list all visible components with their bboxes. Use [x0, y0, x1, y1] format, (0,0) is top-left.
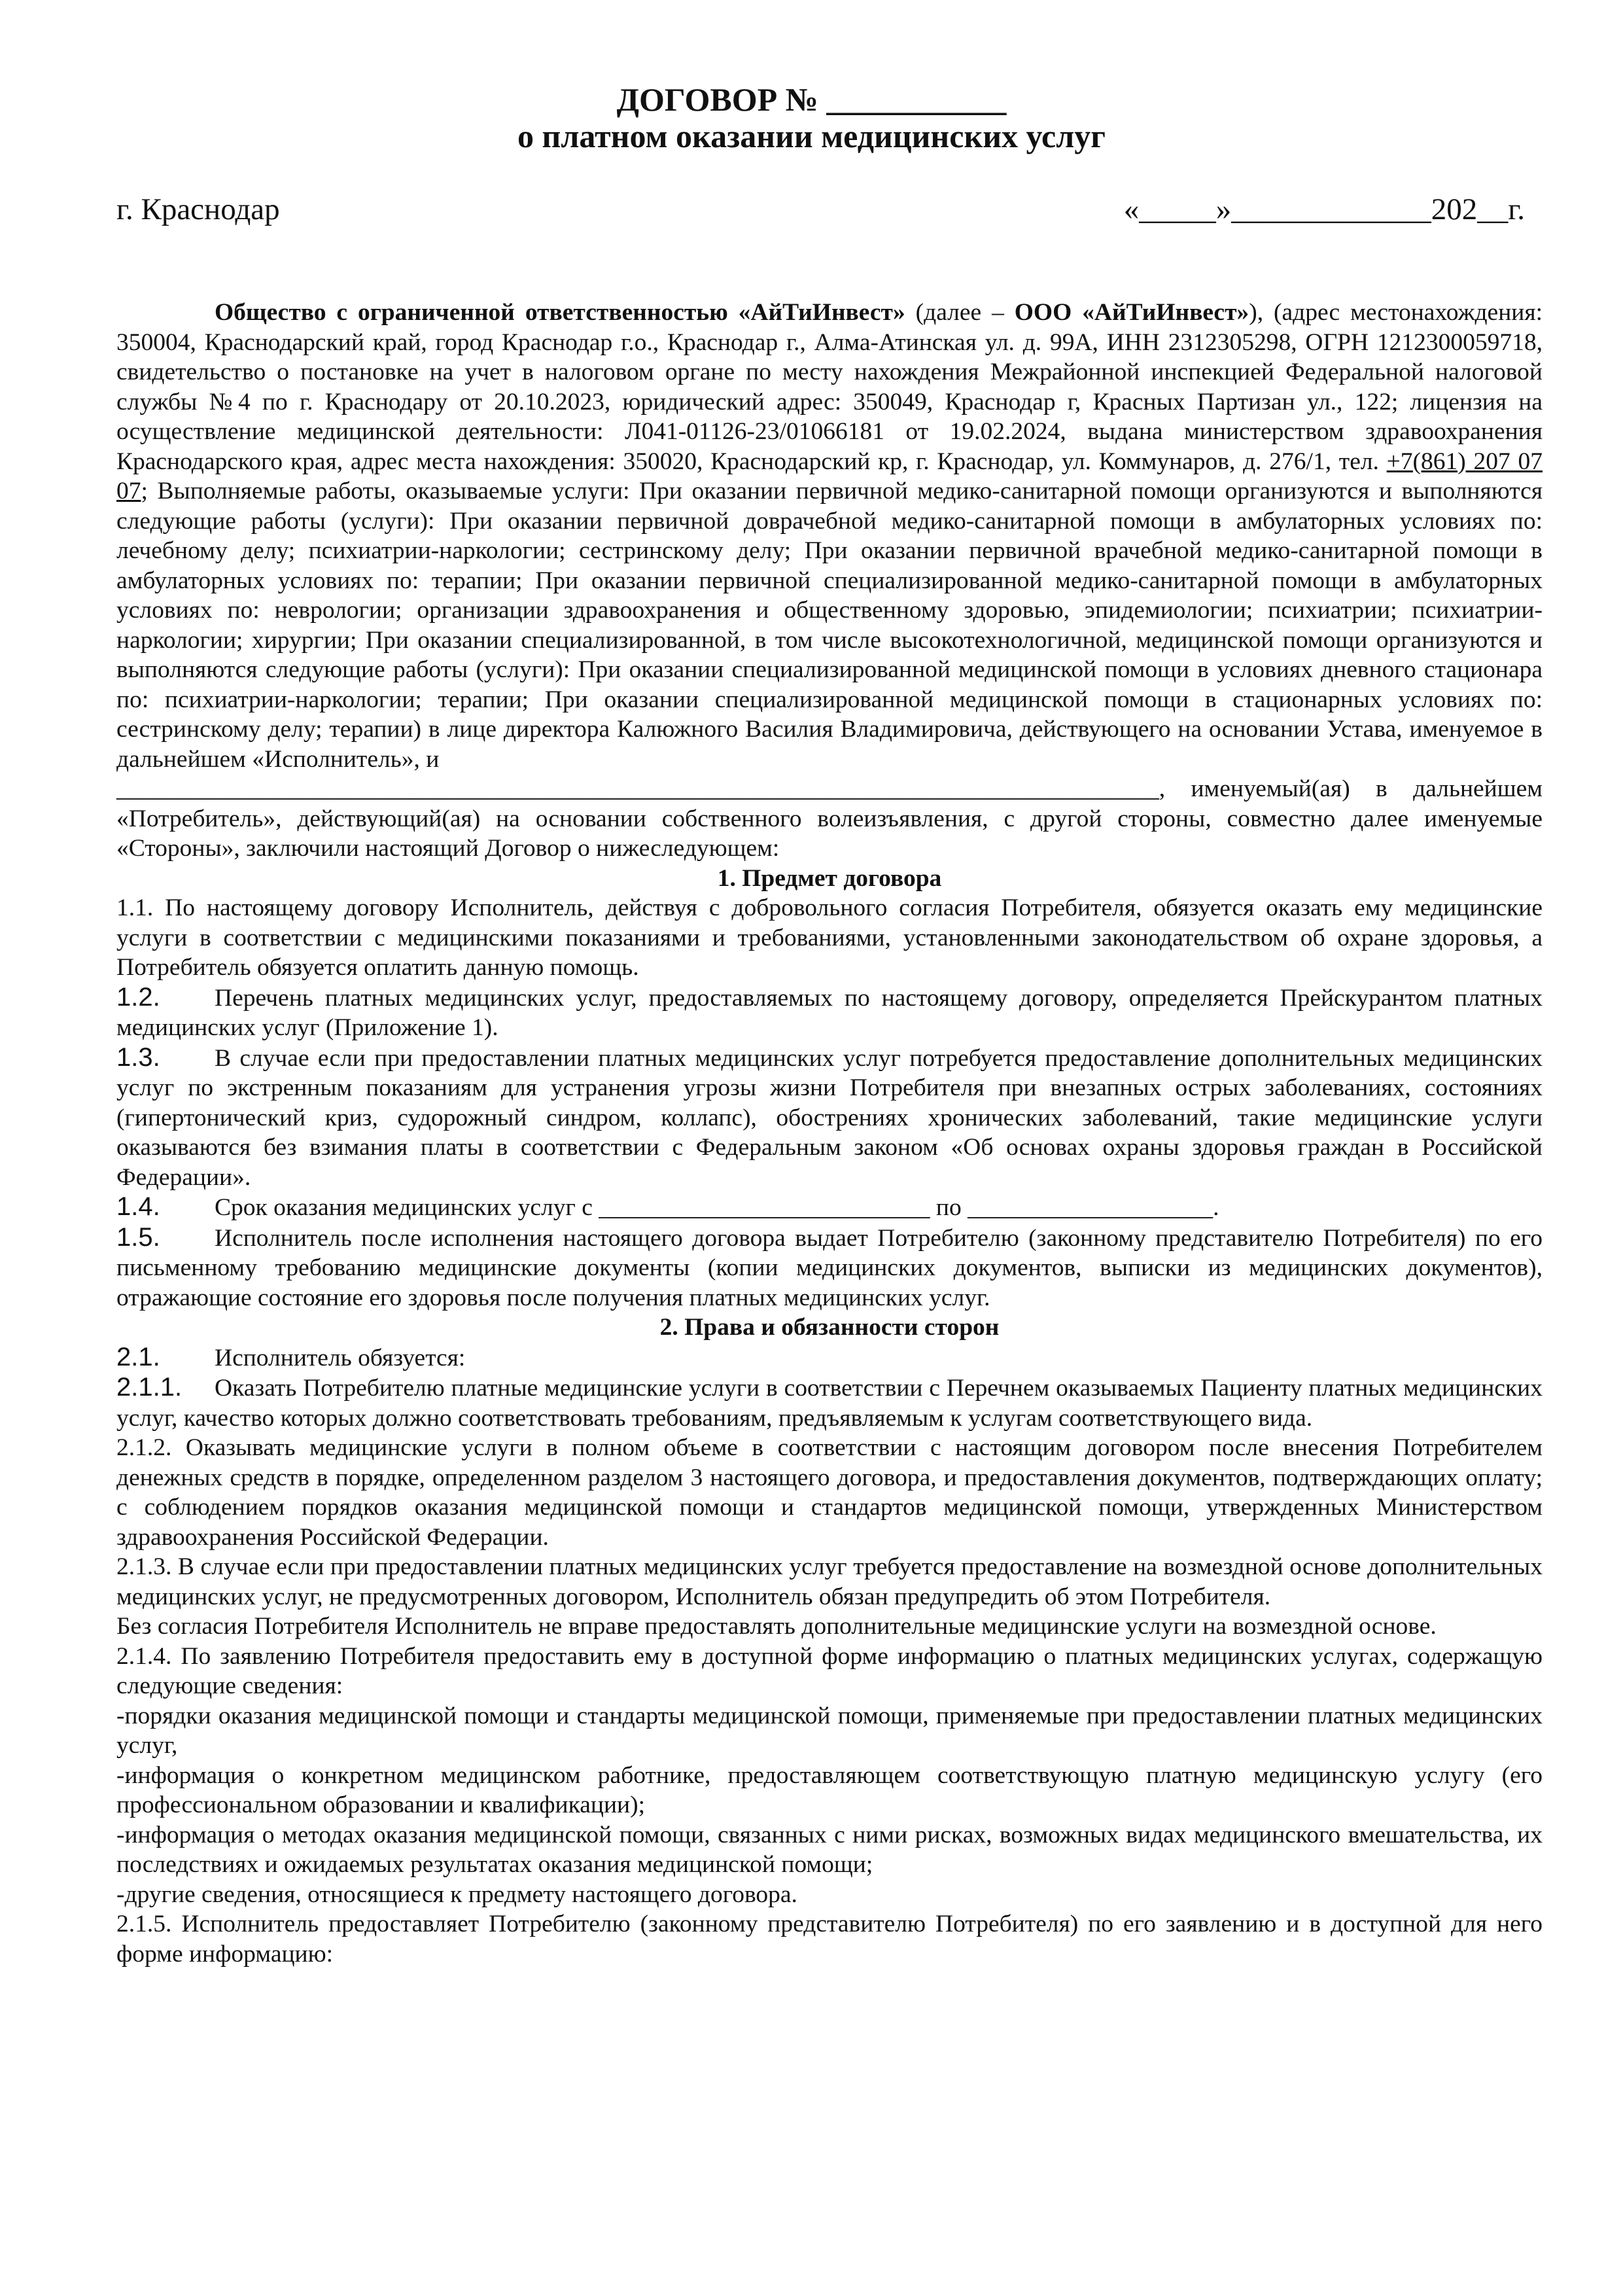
section-1-title: 1. Предмет договора: [717, 864, 942, 892]
intro-text-1: (далее –: [905, 299, 1015, 326]
bullet-item: -порядки оказания медицинской помощи и стандарты медицинской помощи, применяемые при предоставлении платных медицинских услуг,: [116, 1702, 1543, 1759]
bullet-item: -другие сведения, относящиеся к предмету настоящего договора.: [116, 1881, 797, 1908]
clause-1-2: [116, 983, 1543, 1043]
clause-2-1: [116, 1343, 1543, 1373]
clause-number: 1.5.: [116, 1222, 160, 1252]
consumer-paragraph: [116, 774, 1543, 864]
consumer-text: именуемый(ая) в дальнейшем «Потребитель», действующий(ая) на основании собственного волеизъявления, с другой стороны, совместно далее именуемые «Стороны», заключили настоящий Договор о нижеследующем:: [116, 775, 1543, 862]
clause-number: 1.4.: [116, 1192, 160, 1221]
company-name: Общество с ограниченной ответственностью «АйТиИнвест»: [215, 299, 905, 326]
contract-title: ДОГОВОР № ___________: [616, 81, 1007, 118]
clause-text: Исполнитель обязуется:: [215, 1344, 466, 1371]
clause-2-1-4: 2.1.4. По заявлению Потребителя предоставить ему в доступной форме информацию о платных медицинских услугах, содержащую следующие сведения:: [116, 1642, 1543, 1699]
section-2-title: 2. Права и обязанности сторон: [659, 1314, 1000, 1341]
clause-1-1: 1.1. По настоящему договору Исполнитель, действуя с добровольного согласия Потребителя, обязуется оказать ему медицинские услуги в соответствии с медицинскими показаниями и требованиями, установленными законодательством об охране здоровья, а Потребитель обязуется оплатить данную помощь.: [116, 894, 1543, 981]
clause-number: 2.1.: [116, 1342, 160, 1371]
clause-text: Исполнитель после исполнения настоящего договора выдает Потребителю (законному представителю Потребителя) по его письменному требованию медицинские документы (копии медицинских документов, выписки из медицинских документов), отражающие состояние его здоровья после получения платных медицинских услуг.: [116, 1224, 1543, 1311]
clause-2-1-1: [116, 1373, 1543, 1433]
clause-text: Перечень платных медицинских услуг, предоставляемых по настоящему договору, определяется Прейскурантом платных медицинских услуг (Приложение 1).: [116, 984, 1543, 1041]
bullet-item: -информация о конкретном медицинском работнике, предоставляющем соответствующую платную медицинскую услугу (его профессиональном образовании и квалификации);: [116, 1761, 1543, 1818]
phone-link[interactable]: +7(861) 207 07 07: [116, 448, 1543, 504]
contract-body: [116, 298, 1543, 1969]
clause-2-1-5: 2.1.5. Исполнитель предоставляет Потребителю (законному представителю Потребителя) по его заявлению и в доступной для него форме информацию:: [116, 1911, 1543, 1968]
clause-1-3: [116, 1043, 1543, 1193]
clause-number: 1.2.: [116, 982, 160, 1012]
company-short-name: ООО «АйТиИнвест»: [1014, 299, 1249, 326]
contract-date-field: «_____»_____________202__г.: [1123, 192, 1525, 226]
clause-2-1-2: 2.1.2. Оказывать медицинские услуги в полном объеме в соответствии с настоящим договором после внесения Потребителем денежных средств в порядке, определенном разделом 3 настоящего договора, и предоставления документов, подтверждающих оплату; с соблюдением порядков оказания медицинской помощи и стандартов медицинской помощи, утвержденных Министерством здравоохранения Российской Федерации.: [116, 1434, 1543, 1551]
intro-text-2: ), (адрес местонахождения: 350004, Краснодарский край, город Краснодар г.о., Краснодар г., Алма-Атинская ул. д. 99А, ИНН 2312305298, ОГРН 1212300059718, свидетельство о постановке на учет в налоговом органе по месту нахождения Межрайонной инспекцией Федеральной налоговой службы №4 по г. Краснодару от 20.10.2023, юридический адрес: 350049, Краснодар г, Красных Партизан ул., 122; лицензия на осуществление медицинской деятельности: Л041-01126-23/01066181 от 19.02.2024, выдана министерством здравоохранения Краснодарского края, адрес места нахождения: 350020, Краснодарский кр, г. Краснодар, ул. Коммунаров, д. 276/1, тел.: [116, 299, 1543, 475]
consumer-blank: _____________________________________________________________________________________,: [116, 775, 1166, 802]
clause-1-5: [116, 1223, 1543, 1313]
bullet-item: -информация о методах оказания медицинской помощи, связанных с ними рисках, возможных видах медицинского вмешательства, их последствиях и ожидаемых результатах оказания медицинской помощи;: [116, 1821, 1543, 1878]
clause-1-4: [116, 1192, 1543, 1223]
clause-text: Срок оказания медицинских услуг с ___________________________ по ____________________.: [215, 1194, 1219, 1221]
intro-paragraph: [116, 298, 1543, 774]
clause-text: Оказать Потребителю платные медицинские услуги в соответствии с Перечнем оказываемых Пациенту платных медицинских услуг, качество которых должно соответствовать требованиям, предъявляемым к услугам соответствующего вида.: [116, 1375, 1543, 1432]
contract-subtitle: о платном оказании медицинских услуг: [517, 118, 1106, 154]
clause-text: В случае если при предоставлении платных медицинских услуг потребуется предоставление дополнительных медицинских услуг по экстренным показаниям для устранения угрозы жизни Потребителя при внезапных острых заболеваниях, состояниях (гипертонический криз, судорожный синдром, коллапс), обострениях хронических заболеваний, такие медицинские услуги оказываются без взимания платы в соответствии с Федеральным законом «Об основах охраны здоровья граждан в Российской Федерации».: [116, 1044, 1543, 1191]
contract-city: г. Краснодар: [116, 192, 280, 226]
clause-2-1-3-note: Без согласия Потребителя Исполнитель не вправе предоставлять дополнительные медицинские услуги на возмездной основе.: [116, 1613, 1437, 1640]
clause-2-1-3: 2.1.3. В случае если при предоставлении платных медицинских услуг требуется предоставление на возмездной основе дополнительных медицинских услуг, не предусмотренных договором, Исполнитель обязан предупредить об этом Потребителя.: [116, 1553, 1543, 1610]
clause-number: 2.1.1.: [116, 1373, 183, 1402]
clause-number: 1.3.: [116, 1042, 160, 1072]
intro-text-3: ; Выполняемые работы, оказываемые услуги: При оказании первичной медико-санитарной помощи организуются и выполняются следующие работы (услуги): При оказании первичной доврачебной медико-санитарной помощи в амбулаторных условиях по: лечебному делу; психиатрии-наркологии; сестринскому делу; При оказании первичной врачебной медико-санитарной помощи в амбулаторных условиях по: терапии; При оказании первичной специализированной медико-санитарной помощи в амбулаторных условиях по: неврологии; организации здравоохранения и общественному здоровью, эпидемиологии; психиатрии; психиатрии-наркологии; хирургии; При оказании специализированной, в том числе высокотехнологичной, медицинской помощи организуются и выполняются следующие работы (услуги): При оказании специализированной медицинской помощи в условиях дневного стационара по: психиатрии-наркологии; терапии; При оказании специализированной медицинской помощи в стационарных условиях по: сестринскому делу; терапии) в лице директора Калюжного Василия Владимировича, действующего на основании Устава, именуемое в дальнейшем «Исполнитель», и: [116, 478, 1543, 773]
